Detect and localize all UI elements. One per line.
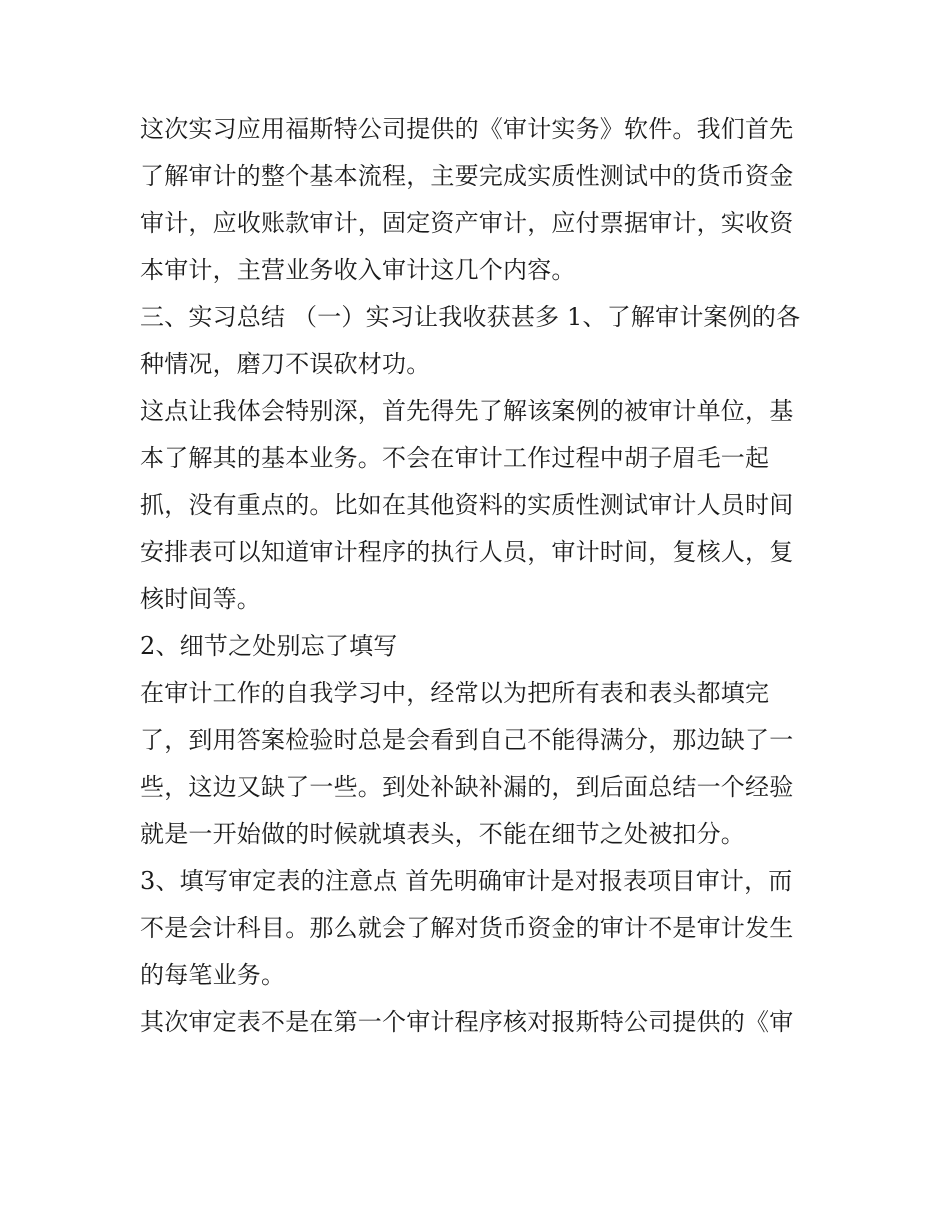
text-line: 种情况，磨刀不误砍材功。 xyxy=(140,350,431,378)
document-body xyxy=(140,106,820,1046)
text-line: 不是会计科目。那么就会了解对货币资金的审计不是审计发生 xyxy=(140,914,794,942)
text-line: 的每笔业务。 xyxy=(140,961,286,989)
text-line: 在审计工作的自我学习中，经常以为把所有表和表头都填完 xyxy=(140,679,770,707)
text-line: 本了解其的基本业务。不会在审计工作过程中胡子眉毛一起 xyxy=(140,444,770,472)
text-line: 审计，应收账款审计，固定资产审计，应付票据审计，实收资 xyxy=(140,209,794,237)
text-line: 了，到用答案检验时总是会看到自己不能得满分，那边缺了一 xyxy=(140,726,794,754)
text-line: 3、填写审定表的注意点 首先明确审计是对报表项目审计，而 xyxy=(140,867,793,895)
text-line: 抓，没有重点的。比如在其他资料的实质性测试审计人员时间 xyxy=(140,491,794,519)
text-line: 其次审定表不是在第一个审计程序核对报斯特公司提供的《审 xyxy=(140,1008,794,1036)
text-line: 这点让我体会特别深，首先得先了解该案例的被审计单位，基 xyxy=(140,397,794,425)
text-line: 安排表可以知道审计程序的执行人员，审计时间，复核人，复 xyxy=(140,538,794,566)
section-heading: 2、细节之处别忘了填写 xyxy=(140,632,398,660)
text-line: 了解审计的整个基本流程，主要完成实质性测试中的货币资金 xyxy=(140,162,794,190)
text-line: 三、实习总结 （一）实习让我收获甚多 1、了解审计案例的各 xyxy=(140,303,801,331)
text-line: 本审计，主营业务收入审计这几个内容。 xyxy=(140,256,576,284)
text-line: 核时间等。 xyxy=(140,585,261,613)
text-line: 这次实习应用福斯特公司提供的《审计实务》软件。我们首先 xyxy=(140,115,794,143)
text-line: 就是一开始做的时候就填表头，不能在细节之处被扣分。 xyxy=(140,820,745,848)
text-line: 些，这边又缺了一些。到处补缺补漏的，到后面总结一个经验 xyxy=(140,773,794,801)
